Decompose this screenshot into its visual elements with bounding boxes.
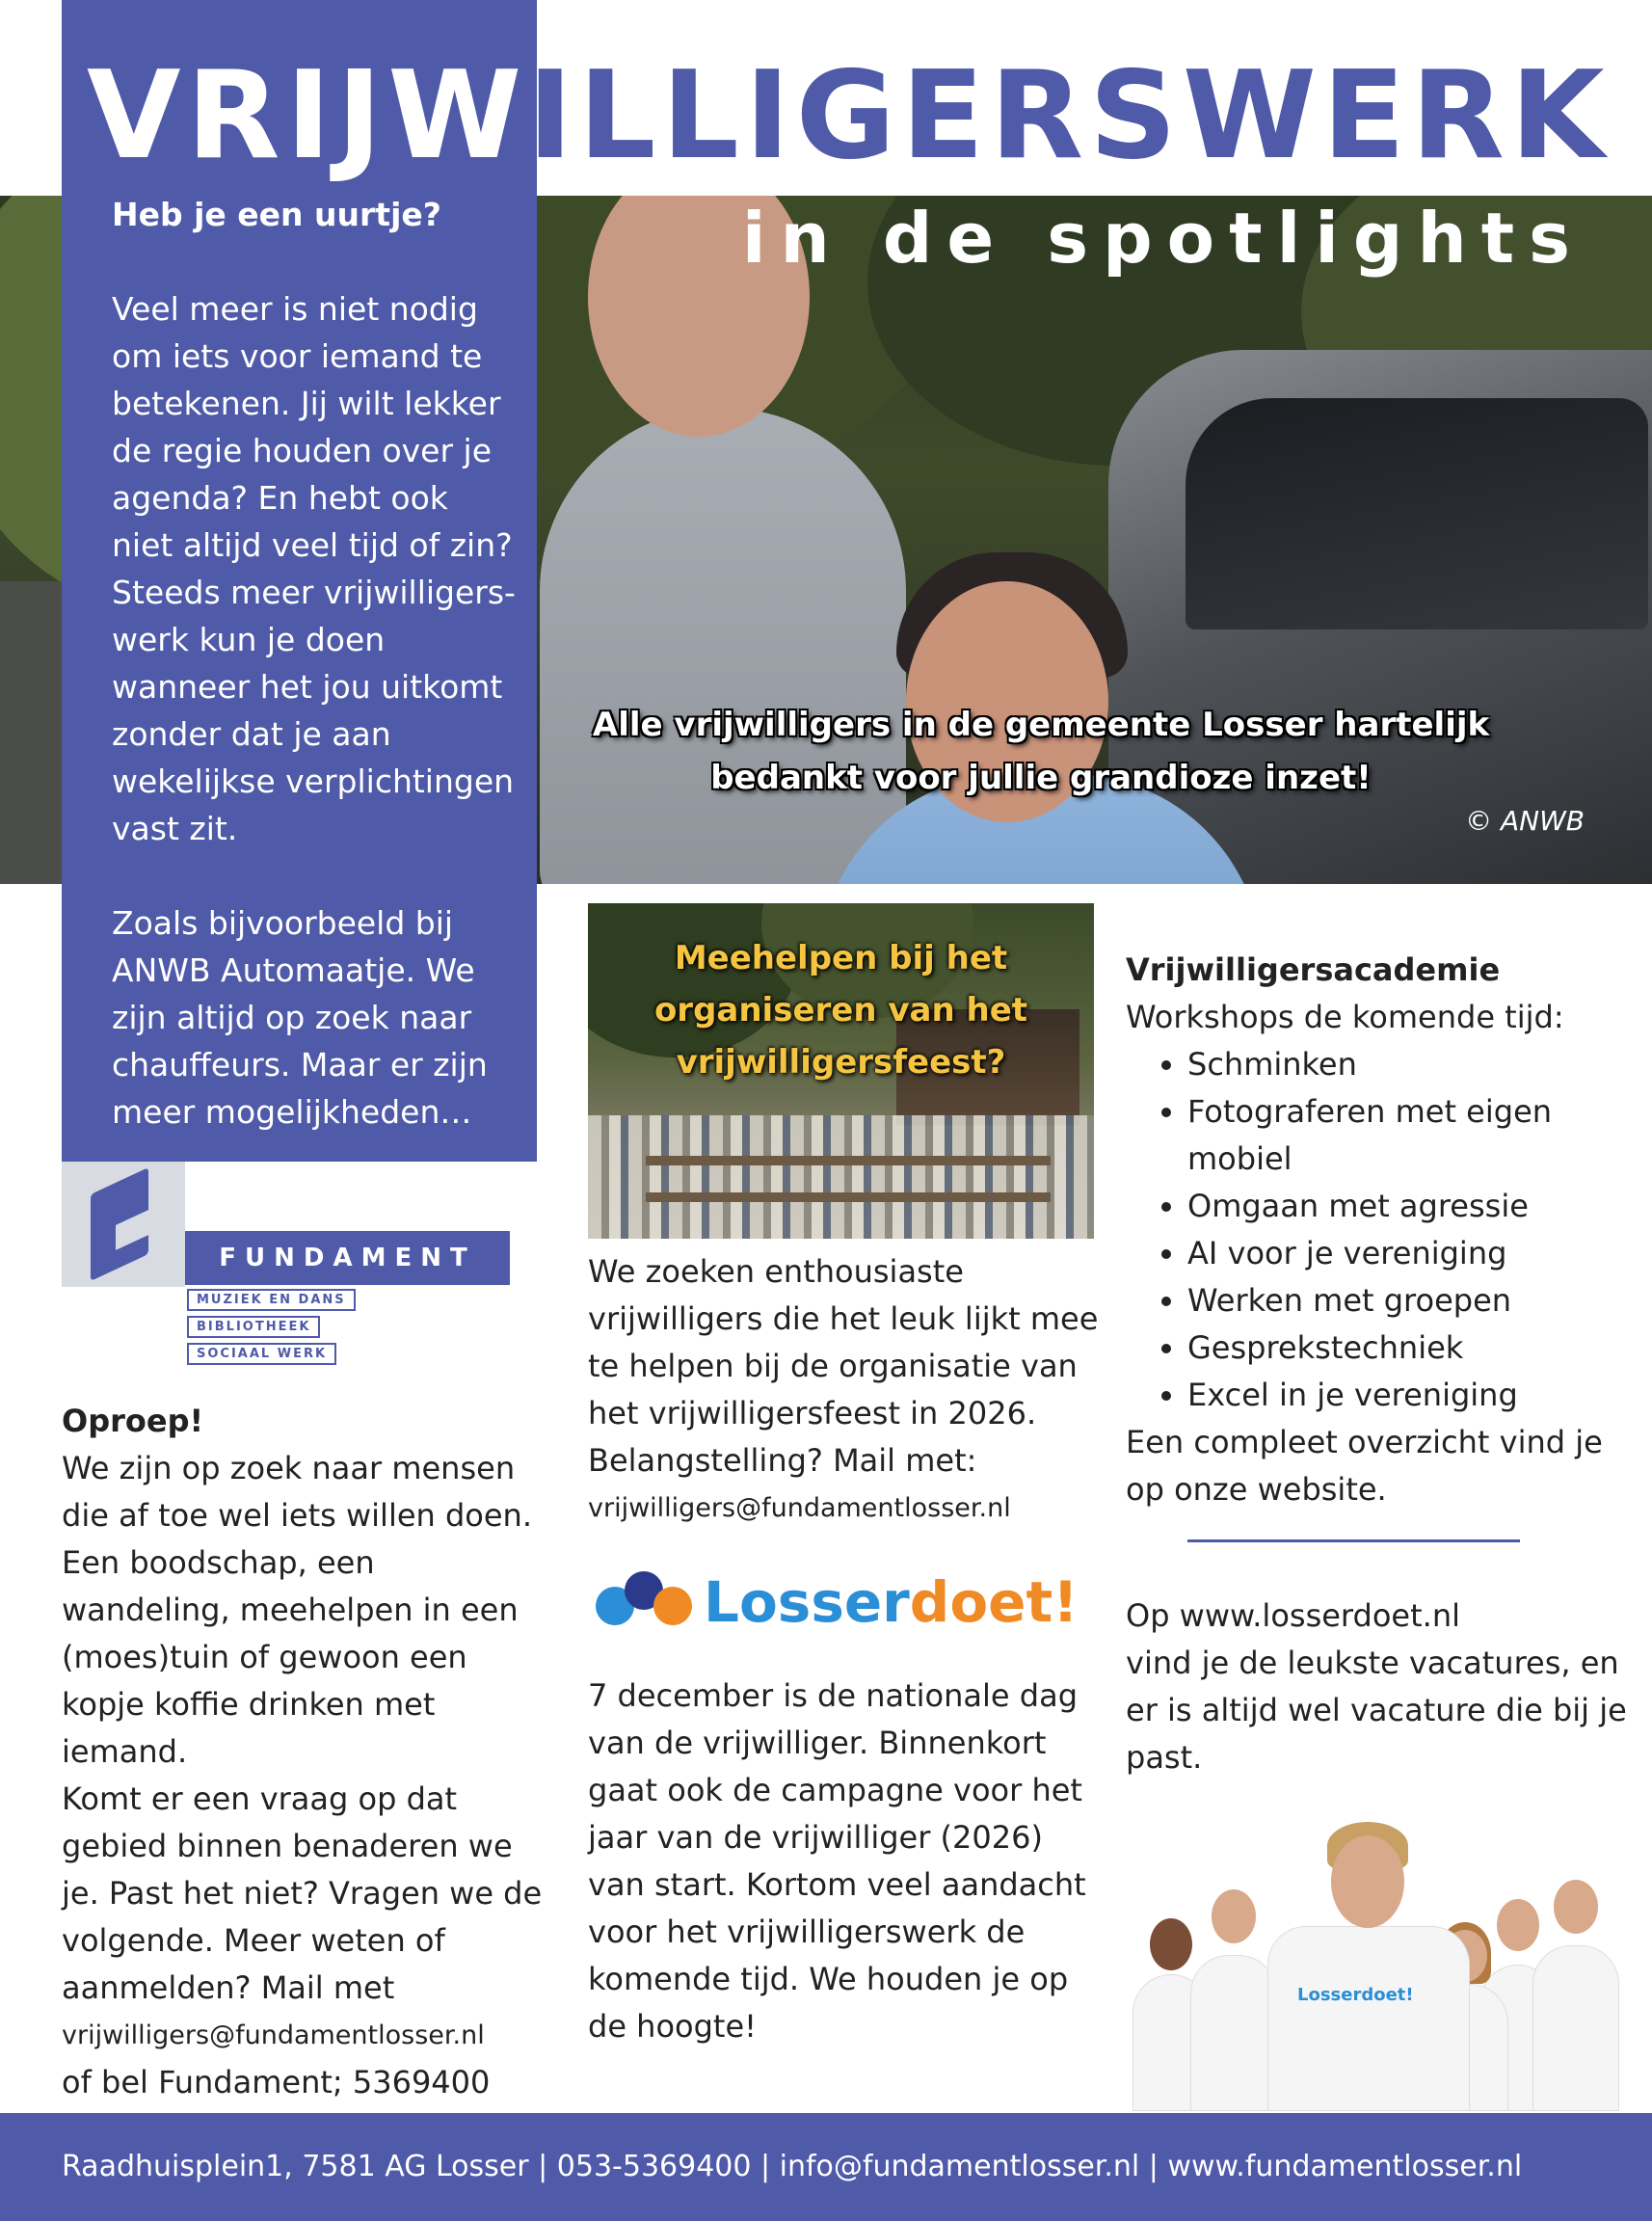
festival-bench — [646, 1156, 1051, 1165]
shirt-logo-text-main: Losserdoet! — [1297, 1985, 1414, 2005]
person-figure-front — [1267, 1822, 1470, 2111]
oproep-heading: Oproep! — [62, 1403, 204, 1439]
shirt-logo-text — [1297, 1985, 1414, 2005]
workshop-item: • Fotograferen met eigen mobiel — [1187, 1088, 1627, 1183]
website-text: vind je de leukste vacatures, en er is altijd wel vacature die bij je past. — [1126, 1645, 1627, 1776]
oproep-text: We zijn op zoek naar mensen die af toe wel iets willen doen. Een boodschap, een wandeling, meehelpen in een (moes)tuin of gewoon een kopje koffie drinken met iemand. — [62, 1450, 532, 1770]
workshop-item: • Werken met groepen — [1187, 1277, 1627, 1325]
workshop-list — [1126, 1041, 1627, 1419]
national-day-text: 7 december is de nationale dag van de vrijwilliger. Binnenkort gaat ook de campagne voor het jaar van de vrijwilliger (2026) van start. Kortom veel aandacht voor het vrijwilligerswerk de komende tijd. We houden je op de hoogte! — [588, 1677, 1086, 2045]
website-section — [1126, 1592, 1627, 1781]
website-link[interactable]: Op www.losserdoet.nl — [1126, 1597, 1460, 1634]
academy-heading: Vrijwilligersacademie — [1126, 951, 1501, 988]
festival-text: We zoeken enthousiaste vrijwilligers die het leuk lijkt mee te helpen bij de organisatie van het vrijwilligersfeest in 2026. Belangstelling? Mail met: — [588, 1253, 1099, 1479]
oproep-phone: of bel Fundament; 5369400 — [62, 2064, 491, 2101]
logo-tag-library: BIBLIOTHEEK — [187, 1316, 320, 1338]
festival-crowd — [588, 1115, 1094, 1239]
person-figure — [1190, 1880, 1277, 2111]
intro-paragraph: Veel meer is niet nodig om iets voor iemand te betekenen. Jij wilt lekker de regie houden over je agenda? En hebt ook niet altijd veel tijd of zin? Steeds meer vrijwilligers-werk kun je doen wanneer het jou uitkomt zonder dat je aan wekelijkse verplichtingen vast zit. — [112, 290, 516, 847]
footer-contact-text: Raadhuisplein1, 7581 AG Losser | 053-5369400 | info@fundamentlosser.nl | www.fundamentlosser.nl — [62, 2150, 1523, 2183]
title-blue-part: ILLIGERSWERK — [527, 44, 1611, 186]
logo-name: FUNDAMENT — [185, 1231, 510, 1285]
title-white-part: VRIJW — [87, 44, 528, 186]
volunteers-photo — [1132, 1822, 1634, 2111]
workshop-item: • AI voor je vereniging — [1187, 1230, 1627, 1277]
page-subtitle: in de spotlights — [741, 198, 1585, 279]
hero-caption: Alle vrijwilligers in de gemeente Losser hartelijk bedankt voor jullie grandioze inzet! — [592, 706, 1490, 797]
workshop-item: • Schminken — [1187, 1041, 1627, 1088]
workshop-item: • Gesprekstechniek — [1187, 1325, 1627, 1372]
national-day-section — [588, 1672, 1108, 2050]
academy-intro: Workshops de komende tijd: — [1126, 999, 1564, 1035]
losserdoet-word-1: Losser — [704, 1569, 910, 1635]
logo-tag-social: SOCIAAL WERK — [187, 1343, 336, 1365]
page-title — [87, 39, 1611, 193]
section-divider — [1187, 1539, 1520, 1542]
intro-heading: Heb je een uurtje? — [112, 196, 441, 233]
person-figure — [1532, 1870, 1619, 2111]
photo-credit: © ANWB — [1465, 805, 1585, 837]
festival-photo — [588, 903, 1094, 1239]
footer-bar — [0, 2113, 1652, 2221]
car-window-shape — [1186, 398, 1648, 629]
man-figure — [540, 408, 906, 884]
festival-email-link[interactable]: vrijwilligers@fundamentlosser.nl — [588, 1493, 1011, 1523]
festival-section — [588, 1248, 1108, 1532]
fundament-logo — [62, 1162, 515, 1383]
logo-tag-music: MUZIEK EN DANS — [187, 1289, 356, 1311]
academy-outro: Een compleet overzicht vind je op onze website. — [1126, 1424, 1603, 1508]
anwb-paragraph: Zoals bijvoorbeeld bij ANWB Automaatje. We zijn altijd op zoek naar chauffeurs. Maar er zijn meer mogelijkheden… — [112, 904, 488, 1131]
workshop-item: • Omgaan met agressie — [1187, 1183, 1627, 1230]
losserdoet-wordmark — [704, 1564, 1079, 1641]
losserdoet-word-2: doet! — [909, 1569, 1079, 1635]
academy-section — [1126, 947, 1627, 1513]
oproep-email-link[interactable]: vrijwilligers@fundamentlosser.nl — [62, 2020, 485, 2050]
festival-bench — [646, 1192, 1051, 1202]
oproep-section — [62, 1398, 544, 2106]
workshop-item: • Excel in je vereniging — [1187, 1372, 1627, 1419]
logo-dot-orange — [653, 1587, 692, 1625]
losserdoet-logo — [596, 1564, 1079, 1641]
oproep-contact-text: Komt er een vraag op dat gebied binnen benaderen we je. Past het niet? Vragen we de volgende. Meer weten of aanmelden? Mail met — [62, 1780, 543, 2006]
festival-overlay-text: Meehelpen bij het organiseren van het vrijwilligersfeest? — [653, 939, 1028, 1082]
